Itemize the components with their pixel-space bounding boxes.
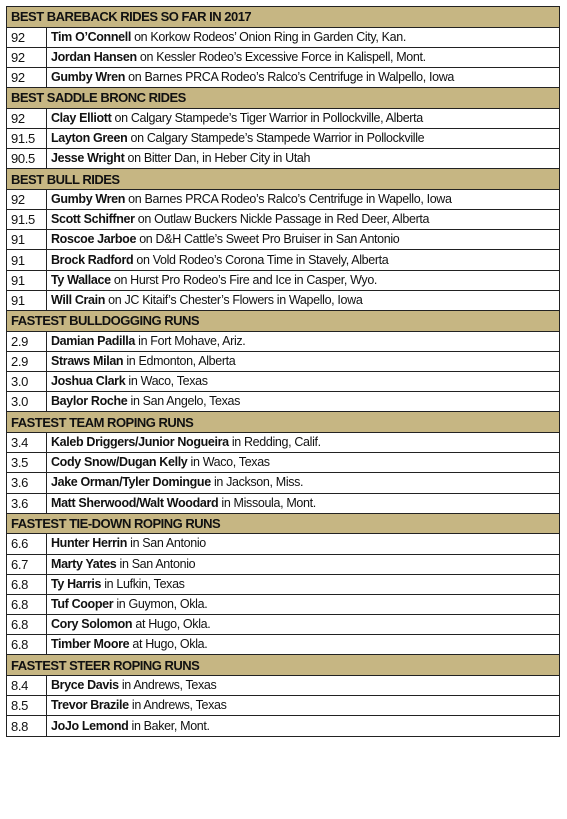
section-title: FASTEST TEAM ROPING RUNS [7,412,560,433]
event-detail: on Kessler Rodeo’s Excessive Force in Kalispell, Mont. [136,49,426,64]
description-cell [47,432,560,452]
score-cell: 6.7 [7,554,47,574]
section-header-row [7,412,560,433]
competitor-name: Tim O’Connell [51,29,131,44]
competitor-name: Scott Schiffner [51,212,135,227]
competitor-name: Clay Elliott [51,110,112,125]
competitor-name: Matt Sherwood/Walt Woodard [51,495,219,510]
competitor-name: Timber Moore [51,637,130,652]
table-row [7,453,560,473]
description-cell [47,290,560,310]
description-cell [47,574,560,594]
competitor-name: JoJo Lemond [51,718,129,733]
section-title: FASTEST STEER ROPING RUNS [7,655,560,676]
description-cell [47,615,560,635]
score-cell: 8.8 [7,716,47,736]
description-cell [47,534,560,554]
competitor-name: Ty Harris [51,576,102,591]
table-body [7,7,560,737]
event-detail: on Korkow Rodeos’ Onion Ring in Garden City, Kan. [130,29,406,44]
section-header-row [7,88,560,109]
competitor-name: Trevor Brazile [51,698,129,713]
event-detail: in Andrews, Texas [128,698,227,713]
table-row [7,534,560,554]
score-cell: 2.9 [7,331,47,351]
event-detail: on Vold Rodeo’s Corona Time in Stavely, Alberta [133,252,389,267]
event-detail: in Baker, Mont. [128,718,210,733]
score-cell: 3.5 [7,453,47,473]
competitor-name: Bryce Davis [51,678,119,693]
score-cell: 6.8 [7,635,47,655]
event-detail: in Fort Mohave, Ariz. [135,333,246,348]
score-cell: 92 [7,189,47,209]
event-detail: in Andrews, Texas [118,678,217,693]
competitor-name: Joshua Clark [51,374,126,389]
table-row [7,574,560,594]
score-cell: 92 [7,67,47,87]
section-header-row [7,655,560,676]
score-cell: 91.5 [7,128,47,148]
description-cell [47,372,560,392]
competitor-name: Jordan Hansen [51,49,137,64]
competitor-name: Cody Snow/Dugan Kelly [51,455,188,470]
rodeo-records-table-container [6,6,560,737]
section-title: FASTEST TIE-DOWN ROPING RUNS [7,513,560,534]
score-cell: 91 [7,230,47,250]
description-cell [47,351,560,371]
table-row [7,230,560,250]
table-row [7,554,560,574]
table-row [7,493,560,513]
table-row [7,128,560,148]
description-cell [47,210,560,230]
score-cell: 92 [7,47,47,67]
description-cell [47,493,560,513]
score-cell: 91 [7,290,47,310]
competitor-name: Roscoe Jarboe [51,232,137,247]
competitor-name: Straws Milan [51,353,124,368]
description-cell [47,716,560,736]
table-row [7,473,560,493]
table-row [7,432,560,452]
table-row [7,250,560,270]
score-cell: 3.0 [7,372,47,392]
competitor-name: Tuf Cooper [51,596,114,611]
description-cell [47,27,560,47]
description-cell [47,554,560,574]
table-row [7,635,560,655]
competitor-name: Baylor Roche [51,394,128,409]
table-row [7,290,560,310]
score-cell: 6.8 [7,594,47,614]
score-cell: 3.4 [7,432,47,452]
competitor-name: Marty Yates [51,556,117,571]
event-detail: at Hugo, Okla. [129,637,208,652]
table-row [7,331,560,351]
table-row [7,392,560,412]
event-detail: in Lufkin, Texas [101,576,185,591]
competitor-name: Hunter Herrin [51,536,128,551]
score-cell: 91 [7,250,47,270]
table-row [7,210,560,230]
description-cell [47,270,560,290]
score-cell: 92 [7,27,47,47]
table-row [7,594,560,614]
description-cell [47,189,560,209]
event-detail: in San Antonio [127,536,206,551]
section-title: BEST BAREBACK RIDES SO FAR IN 2017 [7,7,560,28]
event-detail: in Missoula, Mont. [218,495,316,510]
table-row [7,615,560,635]
score-cell: 3.0 [7,392,47,412]
section-header-row [7,169,560,190]
table-row [7,67,560,87]
score-cell: 91 [7,270,47,290]
score-cell: 8.4 [7,676,47,696]
event-detail: on Barnes PRCA Rodeo’s Ralco’s Centrifuge in Walpello, Iowa [125,70,455,85]
table-row [7,27,560,47]
description-cell [47,453,560,473]
competitor-name: Jake Orman/Tyler Domingue [51,475,211,490]
event-detail: in Guymon, Okla. [113,596,208,611]
table-row [7,149,560,169]
description-cell [47,635,560,655]
event-detail: on Calgary Stampede’s Stampede Warrior in Pollockville [127,131,425,146]
section-title: FASTEST BULLDOGGING RUNS [7,311,560,332]
table-row [7,372,560,392]
score-cell: 90.5 [7,149,47,169]
score-cell: 8.5 [7,696,47,716]
competitor-name: Brock Radford [51,252,134,267]
section-title: BEST SADDLE BRONC RIDES [7,88,560,109]
description-cell [47,696,560,716]
event-detail: in Edmonton, Alberta [123,353,236,368]
description-cell [47,473,560,493]
score-cell: 6.8 [7,615,47,635]
table-row [7,716,560,736]
section-header-row [7,311,560,332]
score-cell: 6.8 [7,574,47,594]
event-detail: in San Antonio [116,556,196,571]
competitor-name: Ty Wallace [51,272,111,287]
score-cell: 92 [7,108,47,128]
section-header-row [7,513,560,534]
table-row [7,351,560,371]
description-cell [47,230,560,250]
description-cell [47,67,560,87]
description-cell [47,676,560,696]
description-cell [47,149,560,169]
table-row [7,189,560,209]
competitor-name: Gumby Wren [51,192,126,206]
competitor-name: Damian Padilla [51,333,136,348]
score-cell: 2.9 [7,351,47,371]
table-row [7,108,560,128]
event-detail: on Outlaw Buckers Nickle Passage in Red Deer, Alberta [134,212,430,227]
competitor-name: Layton Green [51,131,128,146]
description-cell [47,331,560,351]
table-row [7,270,560,290]
event-detail: on Calgary Stampede’s Tiger Warrior in Pollockville, Alberta [111,110,423,125]
event-detail: on D&H Cattle’s Sweet Pro Bruiser in San Antonio [136,232,400,247]
event-detail: in San Angelo, Texas [127,394,241,409]
rodeo-records-table [6,6,560,737]
event-detail: in Redding, Calif. [228,435,321,450]
score-cell: 3.6 [7,493,47,513]
table-row [7,47,560,67]
table-row [7,696,560,716]
event-detail: on Bitter Dan, in Heber City in Utah [124,151,311,166]
description-cell [47,47,560,67]
event-detail: in Waco, Texas [125,374,208,389]
section-header-row [7,7,560,28]
section-title: BEST BULL RIDES [7,169,560,190]
description-cell [47,594,560,614]
description-cell [47,108,560,128]
event-detail: at Hugo, Okla. [132,617,211,632]
score-cell: 6.6 [7,534,47,554]
event-detail: in Jackson, Miss. [210,475,304,490]
description-cell [47,392,560,412]
description-cell [47,128,560,148]
score-cell: 3.6 [7,473,47,493]
description-cell [47,250,560,270]
event-detail: on Barnes PRCA Rodeo’s Ralco’s Centrifuge in Wapello, Iowa [125,192,452,206]
score-cell: 91.5 [7,210,47,230]
competitor-name: Cory Solomon [51,617,133,632]
competitor-name: Will Crain [51,292,106,307]
event-detail: on Hurst Pro Rodeo’s Fire and Ice in Casper, Wyo. [110,272,378,287]
event-detail: in Waco, Texas [187,455,270,470]
table-row [7,676,560,696]
competitor-name: Kaleb Driggers/Junior Nogueira [51,435,229,450]
event-detail: on JC Kitaif’s Chester’s Flowers in Wapello, Iowa [105,292,363,307]
competitor-name: Gumby Wren [51,70,126,85]
competitor-name: Jesse Wright [51,151,125,166]
